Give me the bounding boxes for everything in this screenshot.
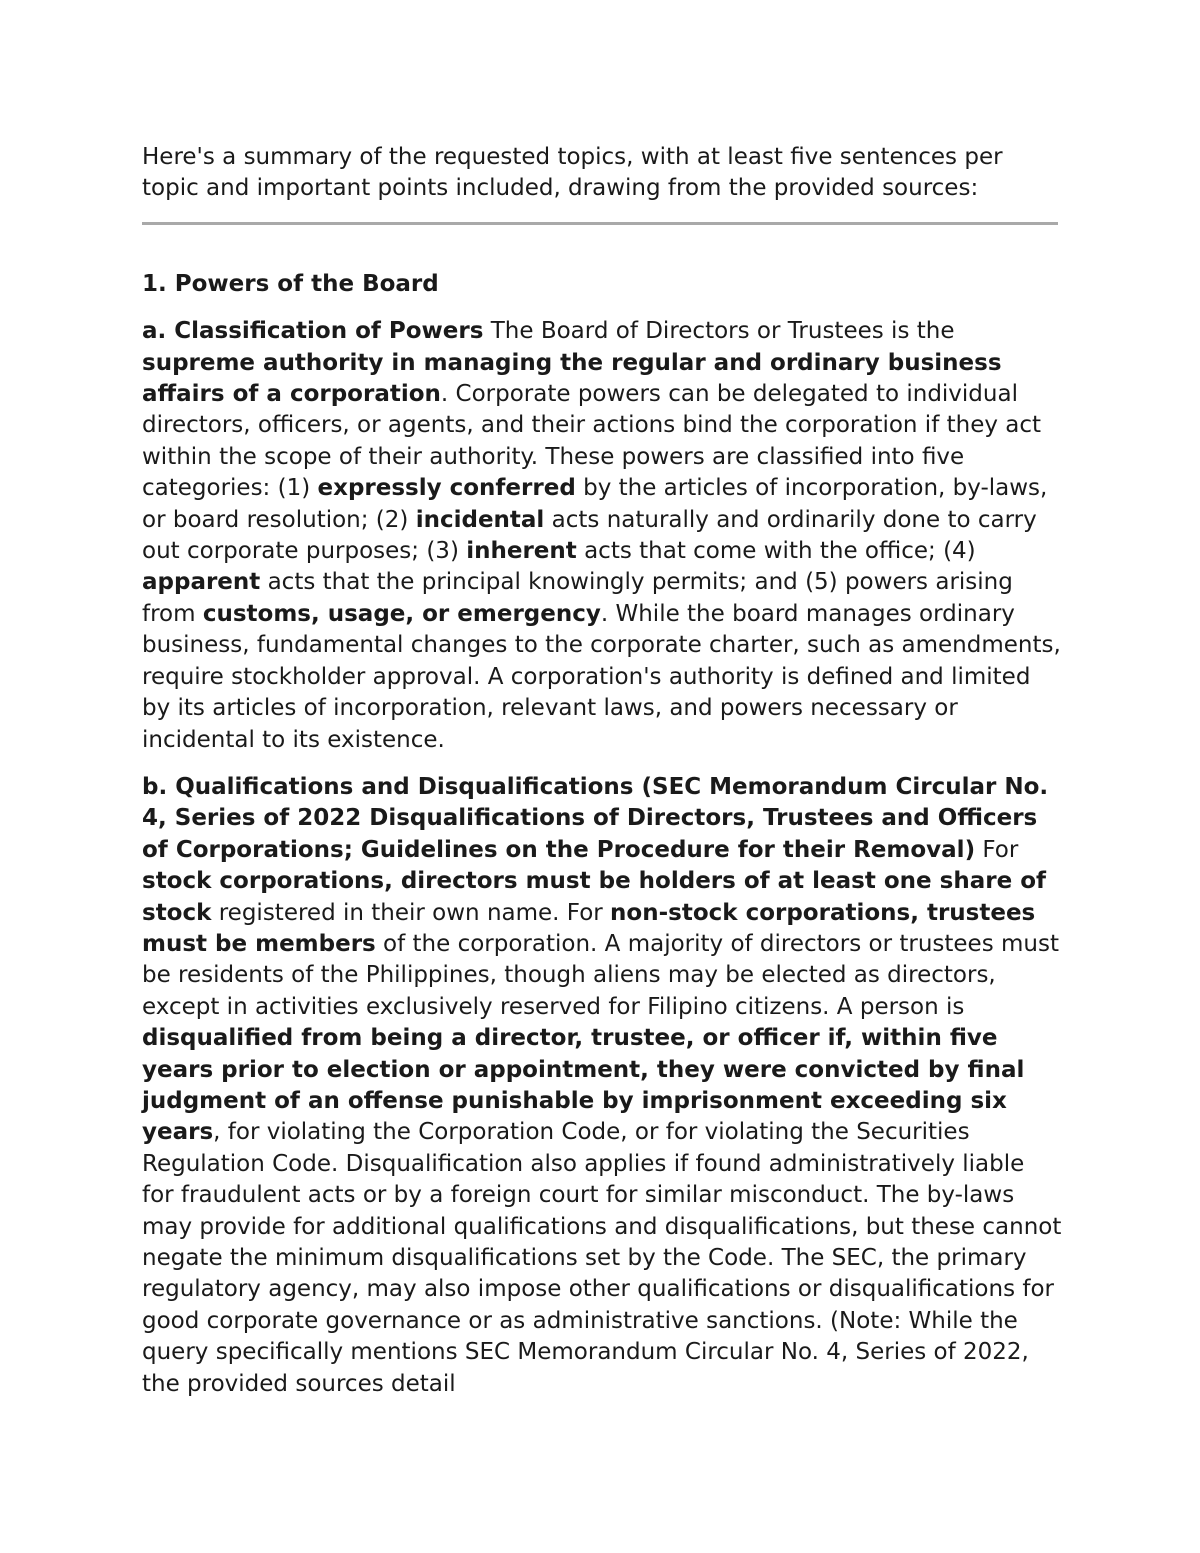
para-b-run: For bbox=[975, 836, 1019, 863]
para-b-run: stock corporations, directors must be holders of at least one share of stock bbox=[142, 868, 1046, 926]
para-b-run: of the corporation. A majority of directors or trustees must be residents of the Philippines, though aliens may be elected as directors, except in activities exclusively reserved for Filipino citizens. A person is bbox=[142, 930, 1059, 1020]
para-a-run: . While the board manages ordinary business, fundamental changes to the corporate charter, such as amendments, require stockholder approval. A corporation's authority is defined and limited by its articles of incorporation, relevant laws, and powers necessary or incidental to its existence. bbox=[142, 600, 1061, 753]
para-a-run: apparent bbox=[142, 569, 261, 596]
para-a-run: acts that the principal knowingly permits; and (5) powers arising from bbox=[142, 569, 1013, 627]
para-a-run: acts naturally and ordinarily done to carry out corporate purposes; (3) bbox=[142, 506, 1037, 565]
para-a-run: by the articles of incorporation, by-laws, or board resolution; (2) bbox=[142, 475, 1048, 533]
para-a-run: The Board of Directors or Trustees is the bbox=[483, 318, 955, 345]
para-b-run: , for violating the Corporation Code, or for violating the Securities Regulation Code. Disqualification also applies if found administratively liable for fraudulent acts or by a foreign court for similar misconduct. The by-laws may provide for additional qualifications and disqualifications, but these cannot negate the minimum disqualifications set by the Code. The SEC, the primary regulatory agency, may also impose other qualifications or disqualifications for good corporate governance or as administrative sanctions. (Note: While the query specifically mentions SEC Memorandum Circular No. 4, Series of 2022, the provided sources detail bbox=[142, 1119, 1062, 1397]
para-a-run: expressly conferred bbox=[317, 475, 576, 502]
para-b-run: disqualified from being a director, trustee, or officer if, within five years prior to election or appointment, they were convicted by final judgment of an offense punishable by imprisonment exceeding six years bbox=[142, 1025, 1025, 1146]
horizontal-rule bbox=[142, 222, 1058, 225]
para-a-run: supreme authority in managing the regular and ordinary business affairs of a corporation bbox=[142, 349, 1002, 408]
para-b-run: b. Qualifications and Disqualifications (SEC Memorandum Circular No. 4, Series of 2022 Disqualifications of Directors, Trustees and Officers of Corporations; Guidelines on the Procedure for their Removal) bbox=[142, 773, 1049, 863]
para-a-run: acts that come with the office; (4) bbox=[576, 538, 976, 565]
para-a-run: inherent bbox=[466, 538, 577, 565]
paragraph-classification-of-powers bbox=[142, 316, 1062, 756]
para-b-run: non-stock corporations, trustees must be members bbox=[142, 899, 1036, 957]
intro-paragraph: Here's a summary of the requested topics, with at least five sentences per topic and important points included, drawing from the provided sources: bbox=[142, 144, 1003, 202]
para-b-run: registered in their own name. For bbox=[211, 899, 611, 926]
para-a-run: . Corporate powers can be delegated to individual directors, officers, or agents, and their actions bind the corporation if they act within the scope of their authority. These powers are classified into five categories: (1) bbox=[142, 381, 1042, 502]
para-a-run: customs, usage, or emergency bbox=[202, 600, 601, 627]
paragraph-qualifications bbox=[142, 772, 1062, 1400]
para-a-run: incidental bbox=[415, 506, 545, 533]
section-title: 1. Powers of the Board bbox=[142, 270, 439, 297]
document-page bbox=[142, 142, 1062, 1416]
para-a-run: a. Classification of Powers bbox=[142, 318, 484, 345]
